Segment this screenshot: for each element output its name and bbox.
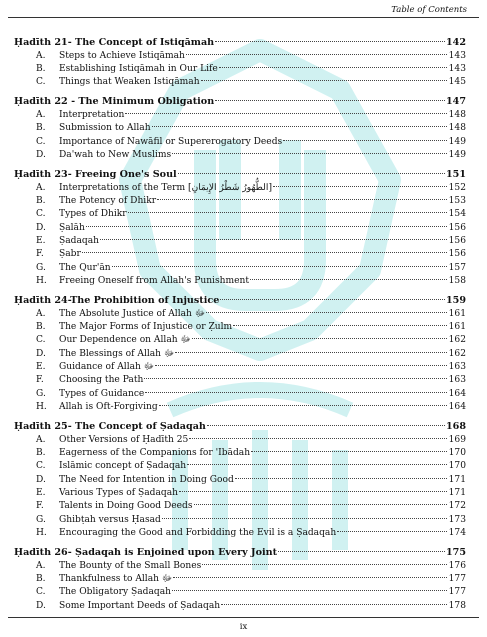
dot-leader — [152, 126, 447, 127]
entry-page-number: 163 — [448, 375, 466, 386]
section-page-number: 147 — [445, 96, 466, 108]
dot-leader — [172, 153, 447, 154]
toc-entry[interactable] — [14, 182, 466, 195]
dot-leader — [178, 173, 445, 174]
entry-page-number: 170 — [448, 448, 466, 459]
entry-title: The Major Forms of Injustice or Ẓulm — [59, 322, 233, 333]
toc-entry[interactable] — [14, 434, 466, 447]
toc-entry[interactable] — [14, 374, 466, 387]
dot-leader — [250, 279, 447, 280]
footer-rule — [8, 617, 479, 618]
dot-leader — [173, 577, 447, 578]
entry-letter: C. — [36, 335, 46, 346]
section-page-number: 142 — [445, 37, 466, 48]
page-number: ix — [239, 622, 248, 632]
entry-page-number: 173 — [448, 514, 466, 525]
section-title: Ḥadīth 23- Freeing One's Soul — [14, 169, 177, 181]
toc-section-heading[interactable] — [14, 420, 466, 434]
section-page-number: 175 — [445, 547, 466, 559]
entry-page-number: 172 — [448, 501, 466, 512]
entry-title: Types of Guidance — [59, 388, 145, 399]
entry-title: The Bounty of the Small Bones — [59, 560, 202, 571]
dot-leader — [278, 551, 445, 552]
entry-title: Some Important Deeds of Ṣadaqah — [59, 600, 221, 611]
dot-leader — [233, 325, 447, 326]
entry-title: Other Versions of Ḥadīth 25 — [59, 434, 189, 445]
dot-leader — [172, 590, 447, 591]
entry-letter: D. — [36, 474, 46, 485]
dot-leader — [251, 451, 447, 452]
entry-page-number: 171 — [448, 487, 466, 498]
entry-page-number: 156 — [448, 249, 466, 260]
entry-title: Allah is Oft-Forgiving — [59, 401, 158, 412]
dot-leader — [100, 239, 447, 240]
dot-leader — [194, 504, 447, 505]
toc-entry[interactable] — [14, 560, 466, 573]
entry-letter: A. — [36, 434, 46, 445]
dot-leader — [283, 140, 447, 141]
toc-entry[interactable] — [14, 195, 466, 208]
dot-leader — [192, 338, 447, 339]
entry-title: Choosing the Path — [59, 375, 144, 386]
entry-letter: D. — [36, 222, 46, 233]
entry-page-number: 148 — [448, 110, 466, 121]
entry-title: Ṣadaqah — [59, 236, 99, 247]
dot-leader — [273, 186, 447, 187]
dot-leader — [125, 113, 447, 114]
toc-entry[interactable] — [14, 122, 466, 135]
entry-title: Types of Dhikr — [59, 209, 127, 220]
dot-leader — [159, 405, 447, 406]
entry-title: Encouraging the Good and Forbidding the Evil is a Ṣadaqah — [59, 527, 337, 538]
dot-leader — [207, 425, 445, 426]
dot-leader — [157, 199, 447, 200]
entry-letter: E. — [36, 362, 46, 373]
toc-entry[interactable] — [14, 586, 466, 599]
entry-page-number: 161 — [448, 308, 466, 319]
entry-letter: C. — [36, 587, 46, 598]
toc-entry[interactable] — [14, 275, 466, 288]
entry-letter: D. — [36, 348, 46, 359]
entry-letter: G. — [36, 388, 46, 399]
entry-letter: G. — [36, 514, 46, 525]
entry-letter: B. — [36, 196, 46, 207]
entry-page-number: 170 — [448, 461, 466, 472]
section-title: Ḥadīth 22 - The Minimum Obligation — [14, 96, 215, 108]
toc-entry[interactable] — [14, 63, 466, 76]
toc-section-heading[interactable] — [14, 546, 466, 560]
toc-entry[interactable] — [14, 50, 466, 63]
entry-page-number: 164 — [448, 388, 466, 399]
toc-entry[interactable] — [14, 76, 466, 89]
toc-section-heading[interactable] — [14, 95, 466, 109]
toc-entry[interactable] — [14, 514, 466, 527]
toc-entry[interactable] — [14, 235, 466, 248]
entry-letter: H. — [36, 527, 47, 538]
entry-letter: E. — [36, 487, 46, 498]
entry-letter: G. — [36, 262, 46, 273]
toc-entry[interactable] — [14, 460, 466, 473]
entry-title: Ṣalāh — [59, 222, 85, 233]
entry-title: Steps to Achieve Istiqāmah — [59, 50, 185, 61]
dot-leader — [175, 352, 447, 353]
toc-entry[interactable] — [14, 474, 466, 487]
entry-title: Ghibṭah versus Ḥasad — [59, 514, 161, 525]
entry-page-number: 169 — [448, 434, 466, 445]
entry-page-number: 177 — [448, 587, 466, 598]
toc-entry[interactable] — [14, 248, 466, 261]
entry-title: The Qur'ān — [59, 262, 111, 273]
dot-leader — [155, 365, 447, 366]
dot-leader — [201, 80, 447, 81]
entry-page-number: 148 — [448, 123, 466, 134]
entry-title: Various Types of Ṣadaqah — [59, 487, 178, 498]
section-title: Ḥadīth 24-The Prohibition of Injustice — [14, 295, 220, 307]
entry-letter: D. — [36, 149, 46, 160]
toc-entry[interactable] — [14, 222, 466, 235]
dot-leader — [179, 491, 447, 492]
entry-title: The Potency of Dhikr — [59, 196, 157, 207]
entry-letter: A. — [36, 308, 46, 319]
toc-entry[interactable] — [14, 208, 466, 221]
entry-letter: F. — [36, 375, 44, 386]
toc-entry[interactable] — [14, 334, 466, 347]
entry-letter: H. — [36, 275, 47, 286]
entry-letter: H. — [36, 401, 47, 412]
dot-leader — [220, 299, 445, 300]
entry-title: Ṣabr — [59, 249, 81, 260]
dot-leader — [112, 266, 447, 267]
entry-page-number: 143 — [448, 50, 466, 61]
entry-page-number: 161 — [448, 322, 466, 333]
section-page-number: 159 — [445, 295, 466, 307]
entry-title: Thankfulness to Allah ﷻ — [59, 574, 173, 585]
entry-title: Interpretation — [59, 110, 125, 121]
entry-page-number: 163 — [448, 362, 466, 373]
toc-entry[interactable] — [14, 308, 466, 321]
entry-page-number: 162 — [448, 335, 466, 346]
dot-leader — [186, 54, 447, 55]
entry-page-number: 153 — [448, 196, 466, 207]
section-page-number: 151 — [445, 169, 466, 181]
entry-page-number: 171 — [448, 474, 466, 485]
entry-title: The Blessings of Allah ﷻ — [59, 348, 175, 359]
toc-entry[interactable] — [14, 262, 466, 275]
toc-entry[interactable] — [14, 573, 466, 586]
entry-letter: B. — [36, 123, 46, 134]
entry-letter: F. — [36, 501, 44, 512]
entry-page-number: 152 — [448, 182, 466, 193]
entry-page-number: 149 — [448, 149, 466, 160]
entry-letter: F. — [36, 249, 44, 260]
entry-title: Islāmic concept of Ṣadaqah — [59, 461, 187, 472]
entry-letter: A. — [36, 110, 46, 121]
entry-page-number: 154 — [448, 209, 466, 220]
dot-leader — [202, 564, 447, 565]
entry-title: Freeing Oneself from Allah's Punishment — [59, 275, 250, 286]
toc-entry[interactable] — [14, 136, 466, 149]
entry-title: Talents in Doing Good Deeds — [59, 501, 193, 512]
toc-entry[interactable] — [14, 149, 466, 162]
entry-letter: A. — [36, 50, 46, 61]
entry-title: Interpretations of the Term [الطُّهُورُ شَطْرُ الإِيمَانِ] — [59, 182, 273, 193]
entry-page-number: 157 — [448, 262, 466, 273]
entry-letter: A. — [36, 560, 46, 571]
dot-leader — [221, 604, 447, 605]
toc-entry[interactable] — [14, 388, 466, 401]
toc-entry[interactable] — [14, 447, 466, 460]
dot-leader — [82, 252, 447, 253]
entry-page-number: 143 — [448, 63, 466, 74]
toc-section-heading[interactable] — [14, 36, 466, 50]
header-rule — [8, 17, 479, 18]
entry-letter: A. — [36, 182, 46, 193]
entry-title: Our Dependence on Allah ﷻ — [59, 335, 191, 346]
entry-page-number: 174 — [448, 527, 466, 538]
dot-leader — [144, 378, 447, 379]
table-of-contents — [14, 36, 466, 613]
toc-entry[interactable] — [14, 401, 466, 414]
entry-letter: C. — [36, 77, 46, 88]
section-title: Ḥadīth 25- The Concept of Ṣadaqah — [14, 421, 206, 433]
dot-leader — [215, 41, 445, 42]
entry-letter: B. — [36, 448, 46, 459]
dot-leader — [219, 67, 447, 68]
dot-leader — [189, 438, 447, 439]
entry-letter: C. — [36, 461, 46, 472]
toc-entry[interactable] — [14, 109, 466, 122]
section-page-number: 168 — [445, 421, 466, 433]
entry-page-number: 164 — [448, 401, 466, 412]
entry-title: Da'wah to New Muslims — [59, 149, 172, 160]
entry-letter: B. — [36, 574, 46, 585]
entry-letter: C. — [36, 209, 46, 220]
toc-section-heading[interactable] — [14, 294, 466, 308]
entry-title: Eagerness of the Companions for 'Ibādah — [59, 448, 251, 459]
entry-page-number: 158 — [448, 275, 466, 286]
entry-letter: D. — [36, 600, 46, 611]
entry-letter: B. — [36, 322, 46, 333]
dot-leader — [206, 312, 447, 313]
entry-page-number: 156 — [448, 236, 466, 247]
entry-page-number: 149 — [448, 136, 466, 147]
section-title: Ḥadīth 26- Ṣadaqah is Enjoined upon Every Joint — [14, 547, 278, 559]
entry-page-number: 162 — [448, 348, 466, 359]
dot-leader — [86, 226, 447, 227]
toc-entry[interactable] — [14, 348, 466, 361]
dot-leader — [187, 464, 447, 465]
entry-letter: B. — [36, 63, 46, 74]
entry-letter: C. — [36, 136, 46, 147]
entry-page-number: 178 — [448, 600, 466, 611]
toc-entry[interactable] — [14, 600, 466, 613]
toc-entry[interactable] — [14, 321, 466, 334]
toc-entry[interactable] — [14, 500, 466, 513]
dot-leader — [128, 212, 447, 213]
entry-letter: E. — [36, 236, 46, 247]
entry-page-number: 156 — [448, 222, 466, 233]
entry-title: Things that Weaken Istiqāmah — [59, 77, 200, 88]
entry-title: Guidance of Allah ﷻ — [59, 362, 155, 373]
dot-leader — [162, 518, 447, 519]
dot-leader — [215, 100, 445, 101]
entry-title: The Absolute Justice of Allah ﷻ — [59, 308, 206, 319]
entry-page-number: 177 — [448, 574, 466, 585]
toc-entry[interactable] — [14, 361, 466, 374]
entry-page-number: 145 — [448, 77, 466, 88]
toc-entry[interactable] — [14, 527, 466, 540]
section-title: Ḥadīth 21- The Concept of Istiqāmah — [14, 37, 215, 48]
entry-title: Establishing Istiqāmah in Our Life — [59, 63, 218, 74]
toc-section-heading[interactable] — [14, 168, 466, 182]
toc-entry[interactable] — [14, 487, 466, 500]
dot-leader — [337, 531, 447, 532]
entry-title: The Obligatory Ṣadaqah — [59, 587, 172, 598]
entry-title: Importance of Nawāfil or Supererogatory Deeds — [59, 136, 283, 147]
entry-title: Submission to Allah — [59, 123, 151, 134]
entry-title: The Need for Intention in Doing Good — [59, 474, 234, 485]
dot-leader — [145, 392, 447, 393]
dot-leader — [235, 478, 447, 479]
entry-page-number: 176 — [448, 560, 466, 571]
running-head-title: Table of Contents — [391, 5, 467, 15]
